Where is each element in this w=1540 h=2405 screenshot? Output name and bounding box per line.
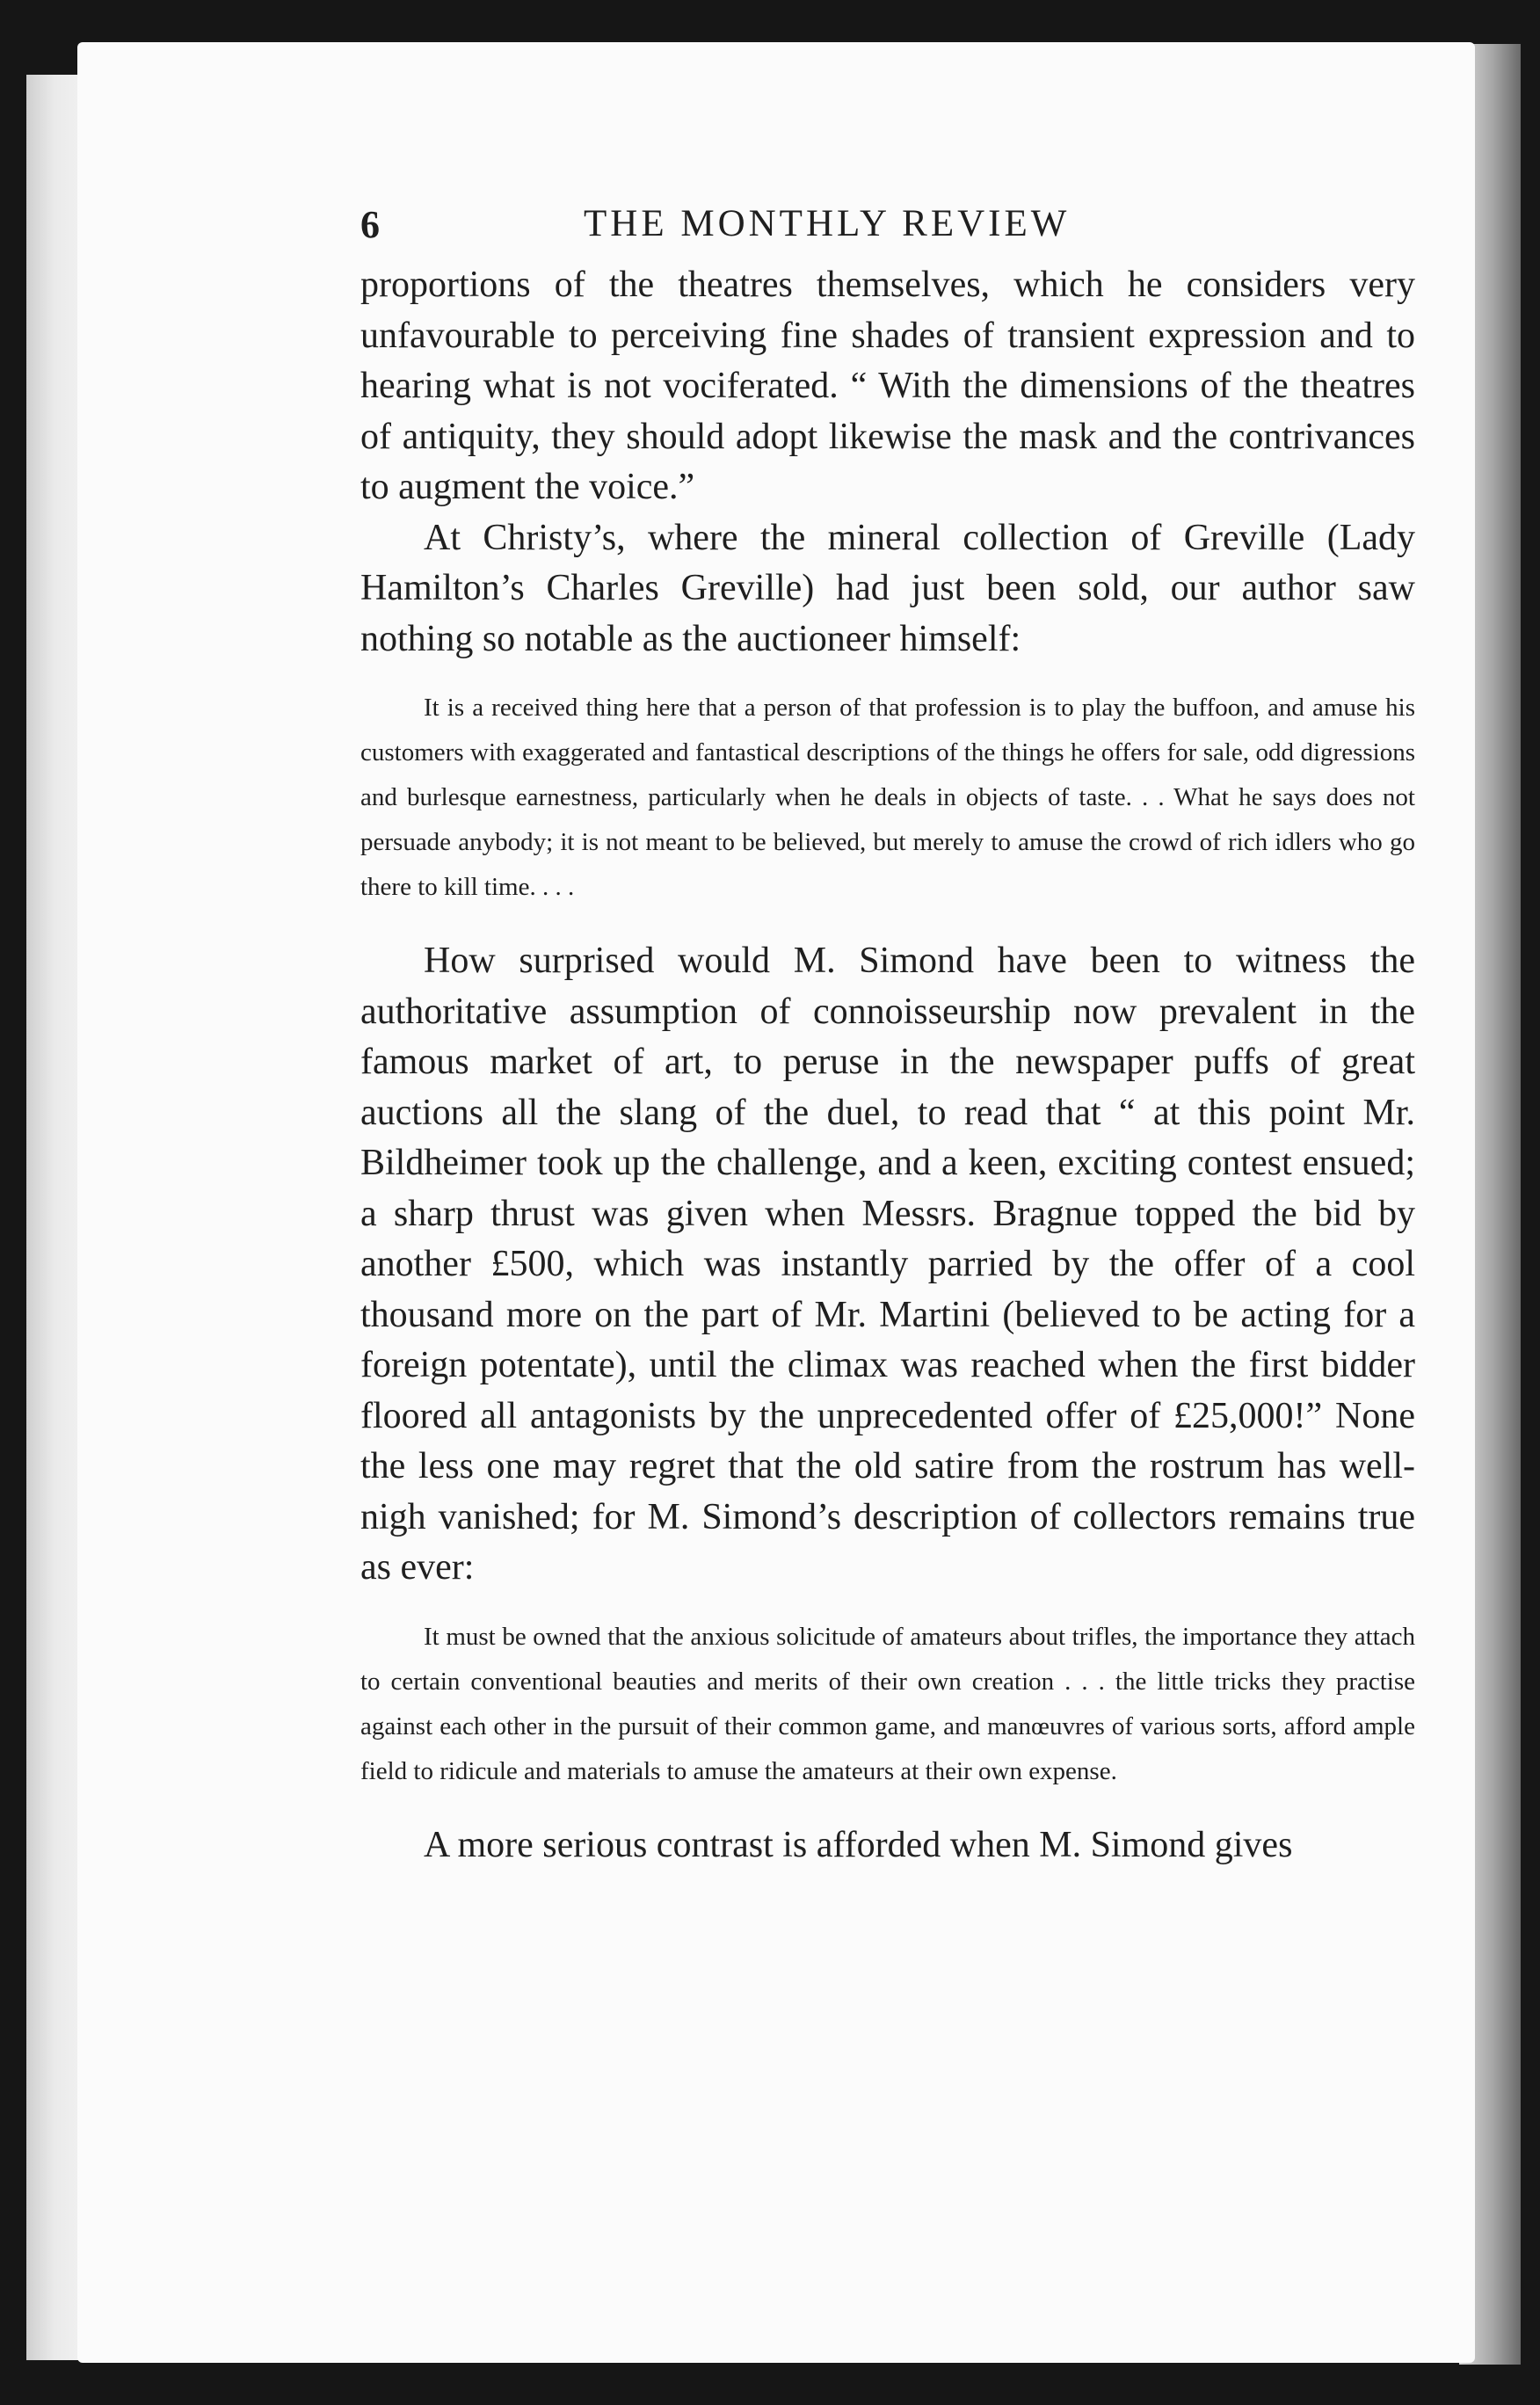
block-quote-collectors: It must be owned that the anxious solicitude of amateurs about trifles, the importance they attach to certain conventional beauties and merits of their own creation . . . the little tricks they practise against each other in the pursuit of their common game, and manœuvres of various sorts, afford ample field to ridicule and materials to amuse the amateurs at their own expense. <box>360 1622 1415 1785</box>
paragraph-christys: At Christy’s, where the mineral collection of Greville (Lady Hamilton’s Charles Greville) had just been sold, our author saw nothing so notable as the auctioneer himself: <box>360 517 1415 659</box>
paragraph-theatres: proportions of the theatres themselves, which he considers very unfavourable to perceiving fine shades of transient expression and to hearing what is not vociferated. “ With the dimensions of the theatres of antiquity, they should adopt likewise the mask and the contrivances to augment the voice.” <box>360 265 1415 507</box>
journal-title: THE MONTHLY REVIEW <box>584 203 1071 244</box>
paragraph-serious-contrast: A more serious contrast is afforded when M. Simond gives <box>424 1824 1293 1865</box>
page-number: 6 <box>360 203 380 246</box>
paragraph-connoisseurship: How surprised would M. Simond have been to witness the authoritative assumption of connoisseurship now prevalent in the famous market of art, to peruse in the newspaper puffs of great auctions all the slang of the duel, to read that “ at this point Mr. Bildheimer took up the challenge, and a keen, exciting contest ensued; a sharp thrust was given when Messrs. Bragnue topped the bid by another £500, which was instantly parried by the offer of a cool thousand more on the part of Mr. Martini (believed to be acting for a foreign potentate), until the climax was reached when the first bidder floored all antagonists by the unprecedented offer of £25,000!” None the less one may regret that the old satire from the rostrum has well-nigh vanished; for M. Simond’s description of collectors remains true as ever: <box>360 941 1415 1588</box>
text-block <box>360 202 1415 1871</box>
running-head <box>360 202 1415 251</box>
block-quote-auctioneer: It is a received thing here that a person of that profession is to play the buffoon, and amuse his customers with exaggerated and fantastical descriptions of the things he offers for sale, odd digressions and burlesque earnestness, particularly when he deals in objects of taste. . . What he says does not persuade anybody; it is not meant to be believed, but merely to amuse the crowd of rich idlers who go there to kill time. . . . <box>360 694 1415 901</box>
